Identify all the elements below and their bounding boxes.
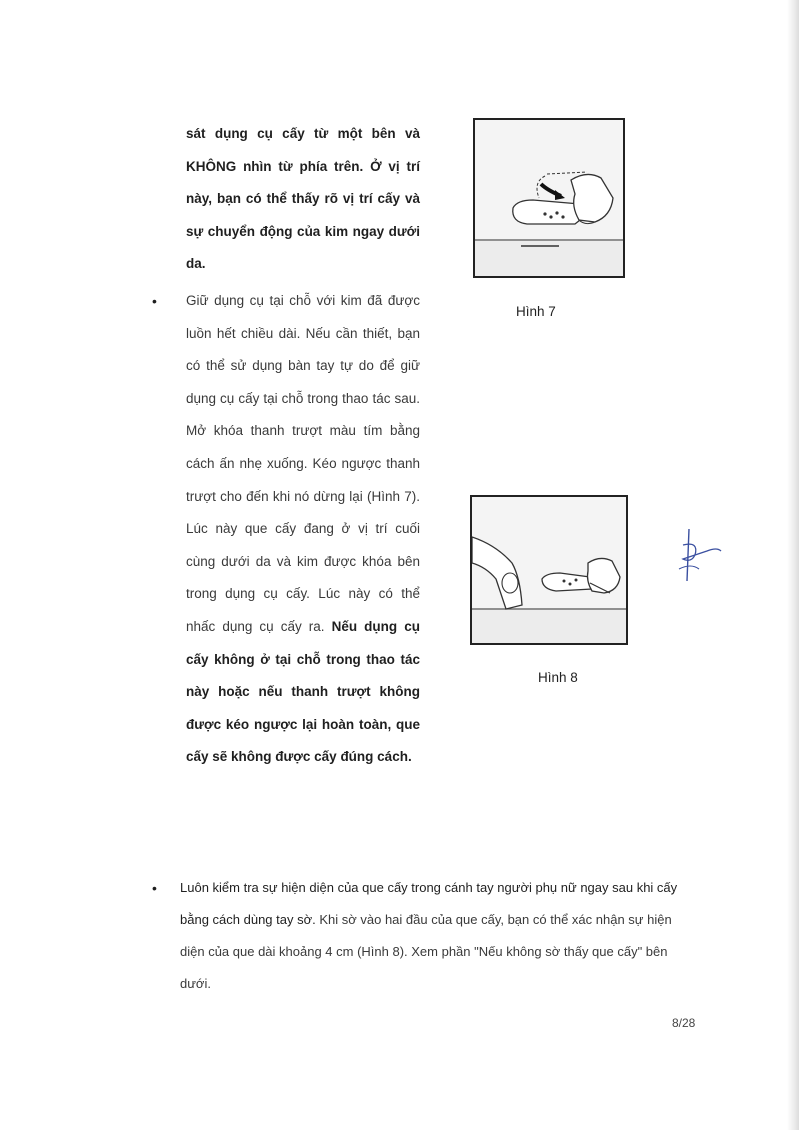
scan-edge <box>787 0 799 1130</box>
bottom-section <box>150 872 695 1000</box>
figure-8-caption: Hình 8 <box>538 670 578 685</box>
bullet2-rest-text: Khi sờ vào hai đầu của que cấy, bạn có thể xác nhận sự hiện diện của que dài khoảng 4 cm (Hình 8). Xem phần "Nếu không sờ thấy que cấy" bên dưới. <box>180 912 672 991</box>
bullet-icon: • <box>152 880 157 896</box>
bullet-item-1 <box>150 285 420 774</box>
figure-7-caption: Hình 7 <box>516 304 556 319</box>
signature-mark-icon <box>665 525 725 585</box>
page-number: 8/28 <box>672 1016 696 1030</box>
bullet-icon: • <box>152 292 157 309</box>
bullet1-bold-text: Nếu dụng cụ cấy không ở tại chỗ trong thao tác này hoặc nếu thanh trượt không được kéo ngược lại hoàn toàn, que cấy sẽ không được cấy đúng cách. <box>186 618 420 765</box>
bullet-item-2 <box>150 872 695 1000</box>
bullet1-text: Giữ dụng cụ tại chỗ với kim đã được luồn hết chiều dài. Nếu cần thiết, bạn có thể sử dụng bàn tay tự do để giữ dụng cụ cấy tại chỗ trong thao tác sau. Mở khóa thanh trượt màu tím bằng cách ấn nhẹ xuống. Kéo ngược thanh trượt cho đến khi nó dừng lại (Hình 7). Lúc này que cấy đang ở vị trí cuối cùng dưới da và kim được khóa bên trong dụng cụ cấy. Lúc này có thể nhấc dụng cụ cấy ra. <box>186 292 420 634</box>
bullet2-first-sentence: Luôn kiểm tra sự hiện diện của que cấy trong cánh tay người phụ nữ ngay sau khi cấy bằng cách dùng tay sờ. <box>180 880 678 927</box>
figure-7-image <box>473 118 625 278</box>
figure-8-image <box>470 495 628 645</box>
top-paragraph: sát dụng cụ cấy từ một bên và KHÔNG nhìn từ phía trên. Ở vị trí này, bạn có thể thấy rõ vị trí cấy và sự chuyển động của kim ngay dưới da. <box>186 126 420 272</box>
left-column <box>150 118 420 774</box>
